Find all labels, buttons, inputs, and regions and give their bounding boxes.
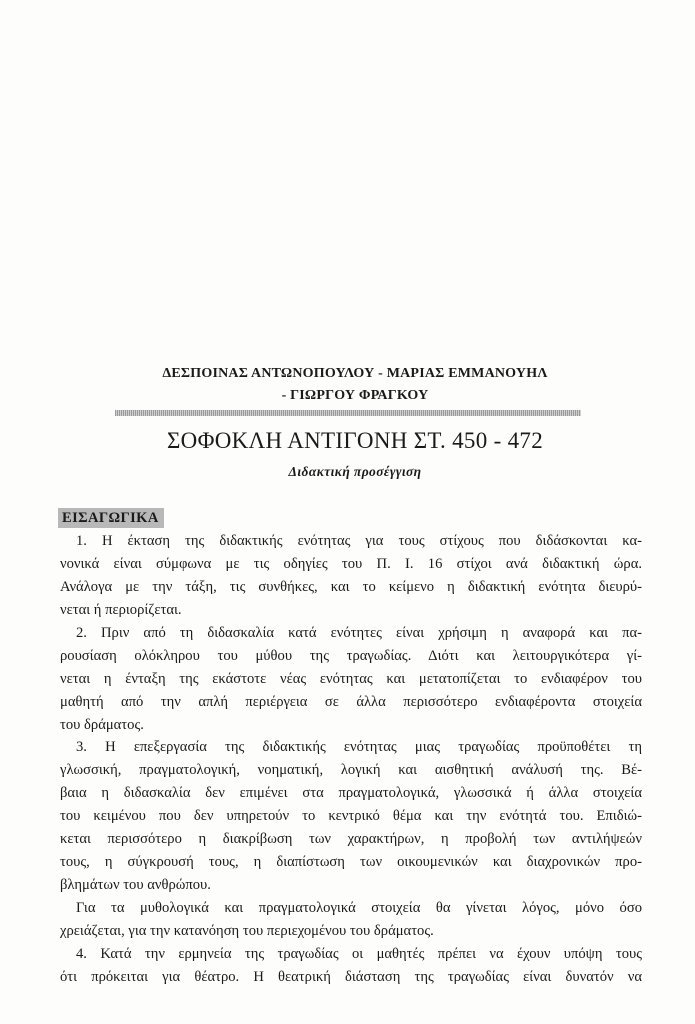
text-line: βλημάτων του ανθρώπου. <box>60 877 211 894</box>
text-line: 3. Η επεξεργασία της διδακτικής ενότητας μιας τραγωδίας προϋποθέτει τη <box>76 739 642 756</box>
body-text <box>60 530 642 989</box>
text-line: τους, η σύγκρουσή τους, η διαπίστωση των οικουμενικών και διαχρονικών προ- <box>60 854 642 871</box>
text-line: κεται περισσότερο η διακρίβωση των χαρακτήρων, η προβολή των αντιλήψεών <box>60 831 642 848</box>
text-line: Για τα μυθολογικά και πραγματολογικά στοιχεία θα γίνεται λόγος, μόνο όσο <box>76 900 642 916</box>
text-line: 4. Κατά την ερμηνεία της τραγωδίας οι μαθητές πρέπει να έχουν υπόψη τους <box>76 945 642 962</box>
document-subtitle: Διδακτική προσέγγιση <box>288 464 422 479</box>
text-line: νεται η ένταξη της εκάστοτε νέας ενότητας και μετατοπίζεται το ενδιαφέρον του <box>60 670 642 687</box>
text-line: του κειμένου που δεν υπηρετούν το κεντρικό θέμα και την ενότητά του. Επιδιώ- <box>60 808 642 825</box>
document-title: ΣΟΦΟΚΛΗ ΑΝΤΙΓΟΝΗ ΣΤ. 450 - 472 <box>167 428 543 453</box>
authors-line-2: - ΓΙΩΡΓΟΥ ΦΡΑΓΚΟΥ <box>281 388 429 403</box>
text-line: του δράματος. <box>60 716 144 733</box>
text-line: νονικά είναι σύμφωνα με τις οδηγίες του Π. Ι. 16 στίχοι ανά διδακτική ώρα. <box>60 555 642 572</box>
text-line: μαθητή από την απλή περιέργεια σε άλλα περισσότερο ενδιαφέροντα στοιχεία <box>60 693 642 710</box>
text-line: γλωσσική, πραγματολογική, νοηματική, λογική και αισθητική ανάλυσή της. Βέ- <box>60 762 642 779</box>
text-line: ρουσίαση ολόκληρου του μύθου της τραγωδίας. Διότι και λειτουργικότερα γί- <box>60 647 642 664</box>
text-line: χρειάζεται, για την κατανόηση του περιεχομένου του δράματος. <box>60 922 434 939</box>
text-line: 2. Πριν από τη διδασκαλία κατά ενότητες είναι χρήσιμη η αναφορά και πα- <box>76 624 642 641</box>
divider-rule <box>115 410 581 416</box>
text-line: νεται ή περιορίζεται. <box>60 601 182 618</box>
section-heading: ΕΙΣΑΓΩΓΙΚΑ <box>58 508 164 528</box>
text-line: Ανάλογα με την τάξη, τις συνθήκες, και το κείμενο η διδακτική ενότητα διευρύ- <box>60 578 642 595</box>
authors-line-1: ΔΕΣΠΟΙΝΑΣ ΑΝΤΩΝΟΠΟΥΛΟΥ - ΜΑΡΙΑΣ ΕΜΜΑΝΟΥΗΛ <box>162 366 548 381</box>
text-line: ότι πρόκειται για θέατρο. Η θεατρική διάσταση της τραγωδίας είναι δυνατόν να <box>60 968 642 985</box>
text-line: 1. Η έκταση της διδακτικής ενότητας για τους στίχους που διδάσκονται κα- <box>76 533 642 549</box>
text-line: βαια η διδασκαλία δεν επιμένει στα πραγματολογικά, γλωσσικά ή άλλα στοιχεία <box>60 785 642 802</box>
